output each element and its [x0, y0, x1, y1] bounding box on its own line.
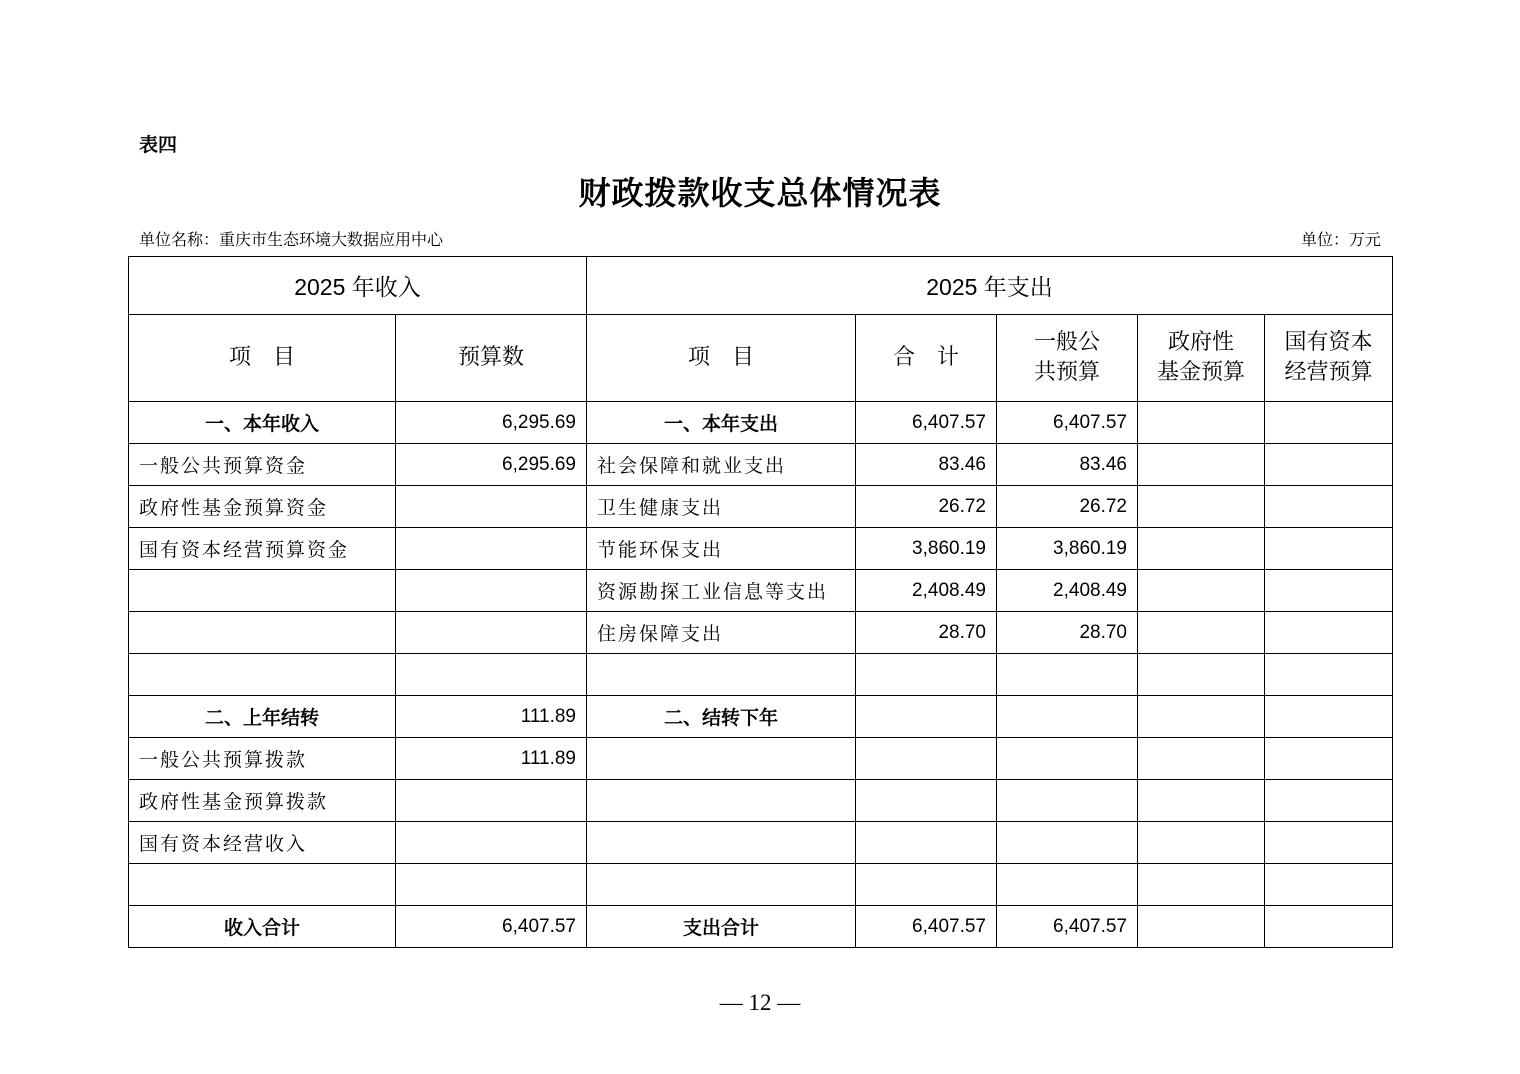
income-total-label: 收入合计 [129, 906, 396, 948]
general-budget-cell: 28.70 [997, 612, 1138, 654]
general-budget-cell [997, 780, 1138, 822]
income-item-cell [129, 864, 396, 906]
general-budget-header-line2: 共预算 [1033, 360, 1100, 385]
state-capital-cell [1265, 528, 1393, 570]
income-item-cell: 政府性基金预算拨款 [129, 780, 396, 822]
general-budget-header [997, 315, 1138, 402]
state-capital-cell [1265, 612, 1393, 654]
table-row [129, 822, 1393, 864]
total-cell: 6,407.57 [856, 906, 997, 948]
state-capital-header [1265, 315, 1393, 402]
fund-budget-cell [1138, 528, 1265, 570]
state-capital-header-line1: 国有资本 [1284, 330, 1373, 355]
fund-budget-header-line1: 政府性 [1167, 330, 1234, 355]
state-capital-cell [1265, 822, 1393, 864]
total-cell: 3,860.19 [856, 528, 997, 570]
expense-item-cell: 卫生健康支出 [587, 486, 856, 528]
income-item-cell: 国有资本经营预算资金 [129, 528, 396, 570]
total-cell [856, 780, 997, 822]
table-row [129, 696, 1393, 738]
state-capital-cell [1265, 696, 1393, 738]
expense-item-cell [587, 654, 856, 696]
expense-item-cell: 节能环保支出 [587, 528, 856, 570]
state-capital-cell [1265, 738, 1393, 780]
table-row [129, 738, 1393, 780]
budget-header: 预算数 [396, 315, 587, 402]
total-cell: 83.46 [856, 444, 997, 486]
table-row [129, 486, 1393, 528]
total-cell [856, 738, 997, 780]
table-row [129, 402, 1393, 444]
expense-total-label: 支出合计 [587, 906, 856, 948]
general-budget-cell: 6,407.57 [997, 402, 1138, 444]
expense-item-cell [587, 780, 856, 822]
expense-item-cell [587, 738, 856, 780]
general-budget-cell [997, 696, 1138, 738]
fund-budget-cell [1138, 612, 1265, 654]
fund-budget-cell [1138, 864, 1265, 906]
total-cell [856, 654, 997, 696]
group-header-row [129, 257, 1393, 315]
income-item-cell: 国有资本经营收入 [129, 822, 396, 864]
fund-budget-cell [1138, 780, 1265, 822]
table-row [129, 864, 1393, 906]
expense-item-cell: 一、本年支出 [587, 402, 856, 444]
total-cell [856, 822, 997, 864]
income-item-cell: 二、上年结转 [129, 696, 396, 738]
income-amount-cell [396, 486, 587, 528]
total-cell: 28.70 [856, 612, 997, 654]
total-cell [856, 864, 997, 906]
income-amount-cell: 6,295.69 [396, 402, 587, 444]
general-budget-cell: 6,407.57 [997, 906, 1138, 948]
table-row [129, 654, 1393, 696]
income-amount-cell [396, 864, 587, 906]
income-amount-cell [396, 612, 587, 654]
total-cell: 2,408.49 [856, 570, 997, 612]
income-item-cell [129, 612, 396, 654]
income-amount-cell [396, 780, 587, 822]
fund-budget-header [1138, 315, 1265, 402]
total-header: 合 计 [856, 315, 997, 402]
table-number: 表四 [139, 134, 178, 156]
expense-item-cell: 住房保障支出 [587, 612, 856, 654]
unit-name: 单位名称：重庆市生态环境大数据应用中心 [139, 230, 444, 249]
income-item-cell [129, 570, 396, 612]
general-budget-cell [997, 738, 1138, 780]
state-capital-cell [1265, 486, 1393, 528]
expense-item-cell [587, 822, 856, 864]
expense-group-header: 2025 年支出 [587, 257, 1393, 315]
fund-budget-cell [1138, 654, 1265, 696]
income-item-cell: 一般公共预算资金 [129, 444, 396, 486]
general-budget-cell [997, 864, 1138, 906]
expense-item-cell: 资源勘探工业信息等支出 [587, 570, 856, 612]
document-title: 财政拨款收支总体情况表 [578, 174, 942, 212]
finance-table [128, 256, 1393, 948]
total-cell [856, 696, 997, 738]
income-amount-cell [396, 822, 587, 864]
expense-item-cell: 社会保障和就业支出 [587, 444, 856, 486]
income-total-amount: 6,407.57 [396, 906, 587, 948]
fund-budget-cell [1138, 444, 1265, 486]
table-row [129, 780, 1393, 822]
table-row [129, 570, 1393, 612]
table-row [129, 528, 1393, 570]
page-number: — 12 — [719, 990, 801, 1015]
state-capital-cell [1265, 780, 1393, 822]
income-amount-cell: 111.89 [396, 696, 587, 738]
income-item-cell: 一般公共预算拨款 [129, 738, 396, 780]
expense-item-cell: 二、结转下年 [587, 696, 856, 738]
table-row [129, 612, 1393, 654]
fund-budget-cell [1138, 696, 1265, 738]
income-item-cell: 一、本年收入 [129, 402, 396, 444]
fund-budget-cell [1138, 486, 1265, 528]
state-capital-cell [1265, 654, 1393, 696]
fund-budget-cell [1138, 738, 1265, 780]
state-capital-cell [1265, 570, 1393, 612]
fund-budget-cell [1138, 402, 1265, 444]
column-header-row [129, 315, 1393, 402]
state-capital-cell [1265, 444, 1393, 486]
expense-item-cell [587, 864, 856, 906]
general-budget-cell: 83.46 [997, 444, 1138, 486]
income-item-cell: 政府性基金预算资金 [129, 486, 396, 528]
income-amount-cell [396, 654, 587, 696]
income-amount-cell: 111.89 [396, 738, 587, 780]
income-amount-cell [396, 528, 587, 570]
fund-budget-cell [1138, 822, 1265, 864]
general-budget-cell [997, 654, 1138, 696]
state-capital-cell [1265, 402, 1393, 444]
unit-label: 单位：万元 [1300, 230, 1381, 249]
total-cell: 6,407.57 [856, 402, 997, 444]
fund-budget-header-line2: 基金预算 [1156, 360, 1245, 385]
state-capital-header-line2: 经营预算 [1284, 360, 1373, 385]
income-amount-cell: 6,295.69 [396, 444, 587, 486]
general-budget-cell: 3,860.19 [997, 528, 1138, 570]
total-cell: 26.72 [856, 486, 997, 528]
income-item-cell [129, 654, 396, 696]
state-capital-cell [1265, 906, 1393, 948]
general-budget-cell [997, 822, 1138, 864]
expense-item-header: 项 目 [587, 315, 856, 402]
table-row [129, 444, 1393, 486]
fund-budget-cell [1138, 906, 1265, 948]
income-item-header: 项 目 [129, 315, 396, 402]
general-budget-cell: 26.72 [997, 486, 1138, 528]
state-capital-cell [1265, 864, 1393, 906]
general-budget-header-line1: 一般公 [1033, 330, 1100, 355]
fund-budget-cell [1138, 570, 1265, 612]
totals-row [129, 906, 1393, 948]
income-amount-cell [396, 570, 587, 612]
income-group-header: 2025 年收入 [129, 257, 587, 315]
general-budget-cell: 2,408.49 [997, 570, 1138, 612]
